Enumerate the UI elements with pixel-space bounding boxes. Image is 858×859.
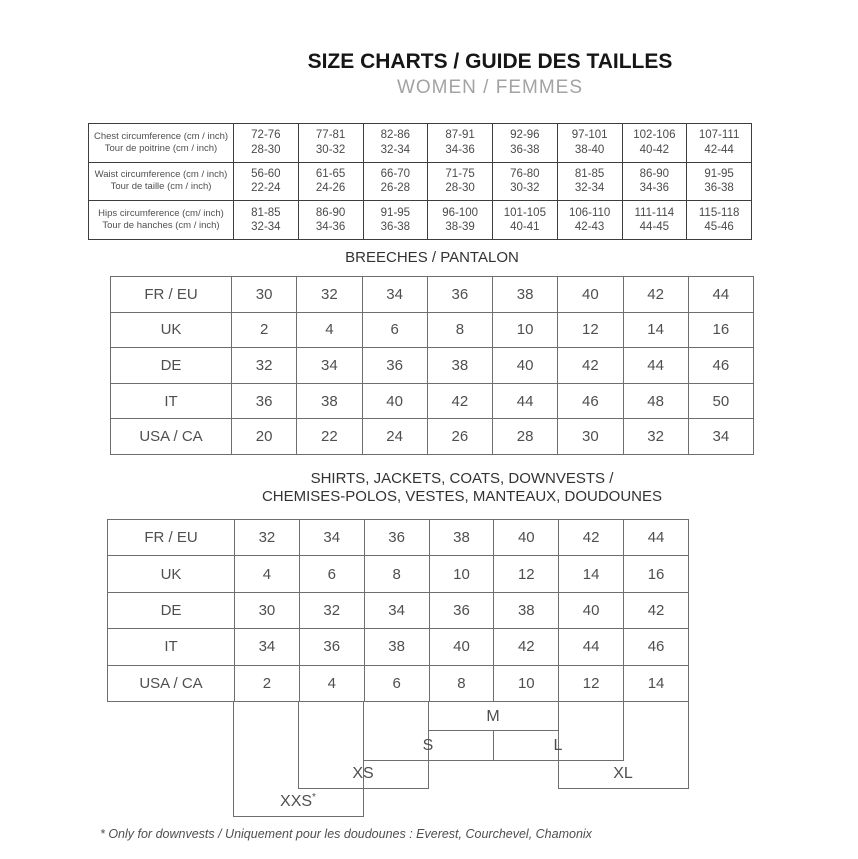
size-label-m: M [486, 708, 500, 725]
measurement-cell: 101-105 40-41 [493, 201, 558, 240]
size-label-xxs [233, 792, 363, 811]
size-cell: 38 [427, 348, 492, 384]
measurement-cell: 61-65 24-26 [298, 162, 363, 201]
size-cell: 34 [362, 277, 427, 313]
size-cell: 30 [232, 277, 297, 313]
size-cell: 46 [688, 348, 753, 384]
size-cell: 34 [688, 419, 753, 455]
measurement-cell: 82-86 32-34 [363, 124, 428, 163]
size-cell: 38 [429, 520, 494, 556]
size-cell: 40 [494, 520, 559, 556]
size-cell: 16 [688, 312, 753, 348]
size-cell: 28 [493, 419, 558, 455]
size-cell: 2 [235, 665, 300, 701]
shirts-row [108, 665, 689, 701]
size-row-label: FR / EU [111, 277, 232, 313]
breeches-row [111, 277, 754, 313]
size-label-xl: XL [613, 765, 633, 782]
size-cell: 36 [429, 592, 494, 628]
size-cell: 44 [624, 520, 689, 556]
size-cell: 34 [299, 520, 364, 556]
shirts-row [108, 629, 689, 665]
size-row-label: UK [108, 556, 235, 592]
size-cell: 32 [299, 592, 364, 628]
size-cell: 40 [559, 592, 624, 628]
size-cell: 36 [232, 383, 297, 419]
size-cell: 10 [429, 556, 494, 592]
size-cell: 32 [235, 520, 300, 556]
size-cell: 40 [429, 629, 494, 665]
size-cell: 8 [429, 665, 494, 701]
size-cell: 42 [494, 629, 559, 665]
breeches-row [111, 348, 754, 384]
size-cell: 34 [297, 348, 362, 384]
measurement-cell: 56-60 22-24 [234, 162, 299, 201]
size-cell: 40 [493, 348, 558, 384]
size-cell: 10 [494, 665, 559, 701]
page-title: SIZE CHARTS / GUIDE DES TAILLES [307, 50, 673, 73]
size-label-xs: XS [352, 765, 374, 782]
size-cell: 32 [623, 419, 688, 455]
measurement-cell: 81-85 32-34 [557, 162, 622, 201]
measurement-cell: 115-118 45-46 [687, 201, 752, 240]
size-row-label: FR / EU [108, 520, 235, 556]
size-cell: 8 [427, 312, 492, 348]
measurement-cell: 96-100 38-39 [428, 201, 493, 240]
measurement-cell: 107-111 42-44 [687, 124, 752, 163]
measurement-cell: 91-95 36-38 [363, 201, 428, 240]
size-cell: 30 [558, 419, 623, 455]
size-cell: 30 [235, 592, 300, 628]
measurement-cell: 66-70 26-28 [363, 162, 428, 201]
size-cell: 46 [558, 383, 623, 419]
size-cell: 46 [624, 629, 689, 665]
measurement-cell: 87-91 34-36 [428, 124, 493, 163]
size-cell: 36 [299, 629, 364, 665]
size-cell: 14 [624, 665, 689, 701]
size-cell: 32 [232, 348, 297, 384]
size-cell: 36 [427, 277, 492, 313]
size-cell: 10 [493, 312, 558, 348]
size-cell: 42 [623, 277, 688, 313]
size-label-l: L [553, 737, 563, 754]
shirts-table [107, 519, 689, 702]
measurement-row [89, 124, 752, 163]
size-cell: 12 [494, 556, 559, 592]
shirts-row [108, 556, 689, 592]
size-cell: 38 [493, 277, 558, 313]
size-cell: 12 [558, 312, 623, 348]
measurement-cell: 81-85 32-34 [234, 201, 299, 240]
measurements-table [88, 123, 752, 240]
size-cell: 42 [559, 520, 624, 556]
footnote: * Only for downvests / Uniquement pour les doudounes : Everest, Courchevel, Chamonix [100, 827, 592, 841]
measurement-cell: 111-114 44-45 [622, 201, 687, 240]
page-subtitle: WOMEN / FEMMES [396, 77, 584, 98]
size-cell: 40 [362, 383, 427, 419]
measurement-cell: 86-90 34-36 [298, 201, 363, 240]
size-cell: 38 [494, 592, 559, 628]
shirts-row [108, 520, 689, 556]
breeches-row [111, 312, 754, 348]
measurement-row-label: Chest circumference (cm / inch) Tour de poitrine (cm / inch) [89, 124, 234, 163]
measurement-cell: 76-80 30-32 [493, 162, 558, 201]
measurement-cell: 72-76 28-30 [234, 124, 299, 163]
size-row-label: USA / CA [108, 665, 235, 701]
measurement-row-label: Hips circumference (cm/ inch) Tour de hanches (cm / inch) [89, 201, 234, 240]
size-cell: 34 [235, 629, 300, 665]
shirts-heading [162, 470, 762, 506]
measurement-cell: 92-96 36-38 [493, 124, 558, 163]
size-cell: 6 [299, 556, 364, 592]
size-cell: 14 [623, 312, 688, 348]
size-cell: 26 [427, 419, 492, 455]
size-cell: 32 [297, 277, 362, 313]
measurement-row-label: Waist circumference (cm / inch) Tour de taille (cm / inch) [89, 162, 234, 201]
measurement-row [89, 201, 752, 240]
size-cell: 8 [364, 556, 429, 592]
shirts-row [108, 592, 689, 628]
size-cell: 42 [624, 592, 689, 628]
size-cell: 44 [688, 277, 753, 313]
size-cell: 4 [297, 312, 362, 348]
size-cell: 44 [493, 383, 558, 419]
measurement-cell: 71-75 28-30 [428, 162, 493, 201]
shirts-heading-line1: SHIRTS, JACKETS, COATS, DOWNVESTS / [310, 470, 614, 487]
size-cell: 12 [559, 665, 624, 701]
size-cell: 24 [362, 419, 427, 455]
size-cell: 44 [623, 348, 688, 384]
size-cell: 22 [297, 419, 362, 455]
measurement-row [89, 162, 752, 201]
size-cell: 50 [688, 383, 753, 419]
measurement-cell: 86-90 34-36 [622, 162, 687, 201]
measurement-cell: 97-101 38-40 [557, 124, 622, 163]
size-row-label: USA / CA [111, 419, 232, 455]
size-row-label: UK [111, 312, 232, 348]
breeches-row [111, 383, 754, 419]
size-label-s: S [422, 737, 434, 754]
size-cell: 44 [559, 629, 624, 665]
size-cell: 40 [558, 277, 623, 313]
size-cell: 6 [362, 312, 427, 348]
size-cell: 16 [624, 556, 689, 592]
shirts-heading-line2: CHEMISES-POLOS, VESTES, MANTEAUX, DOUDOUNES [261, 488, 663, 505]
size-row-label: IT [108, 629, 235, 665]
breeches-heading: BREECHES / PANTALON [345, 249, 519, 266]
size-cell: 38 [297, 383, 362, 419]
size-cell: 36 [364, 520, 429, 556]
size-cell: 42 [427, 383, 492, 419]
measurement-cell: 102-106 40-42 [622, 124, 687, 163]
measurement-cell: 91-95 36-38 [687, 162, 752, 201]
size-cell: 4 [235, 556, 300, 592]
breeches-table [110, 276, 754, 455]
size-cell: 4 [299, 665, 364, 701]
breeches-row [111, 419, 754, 455]
size-cell: 42 [558, 348, 623, 384]
size-cell: 20 [232, 419, 297, 455]
measurement-cell: 77-81 30-32 [298, 124, 363, 163]
size-cell: 48 [623, 383, 688, 419]
size-cell: 38 [364, 629, 429, 665]
size-label-xxs-text: XXS [280, 793, 313, 810]
size-cell: 34 [364, 592, 429, 628]
size-label-xxs-asterisk: * [312, 792, 316, 803]
size-row-label: IT [111, 383, 232, 419]
measurement-cell: 106-110 42-43 [557, 201, 622, 240]
size-cell: 36 [362, 348, 427, 384]
size-row-label: DE [111, 348, 232, 384]
size-cell: 2 [232, 312, 297, 348]
size-cell: 14 [559, 556, 624, 592]
size-cell: 6 [364, 665, 429, 701]
size-row-label: DE [108, 592, 235, 628]
